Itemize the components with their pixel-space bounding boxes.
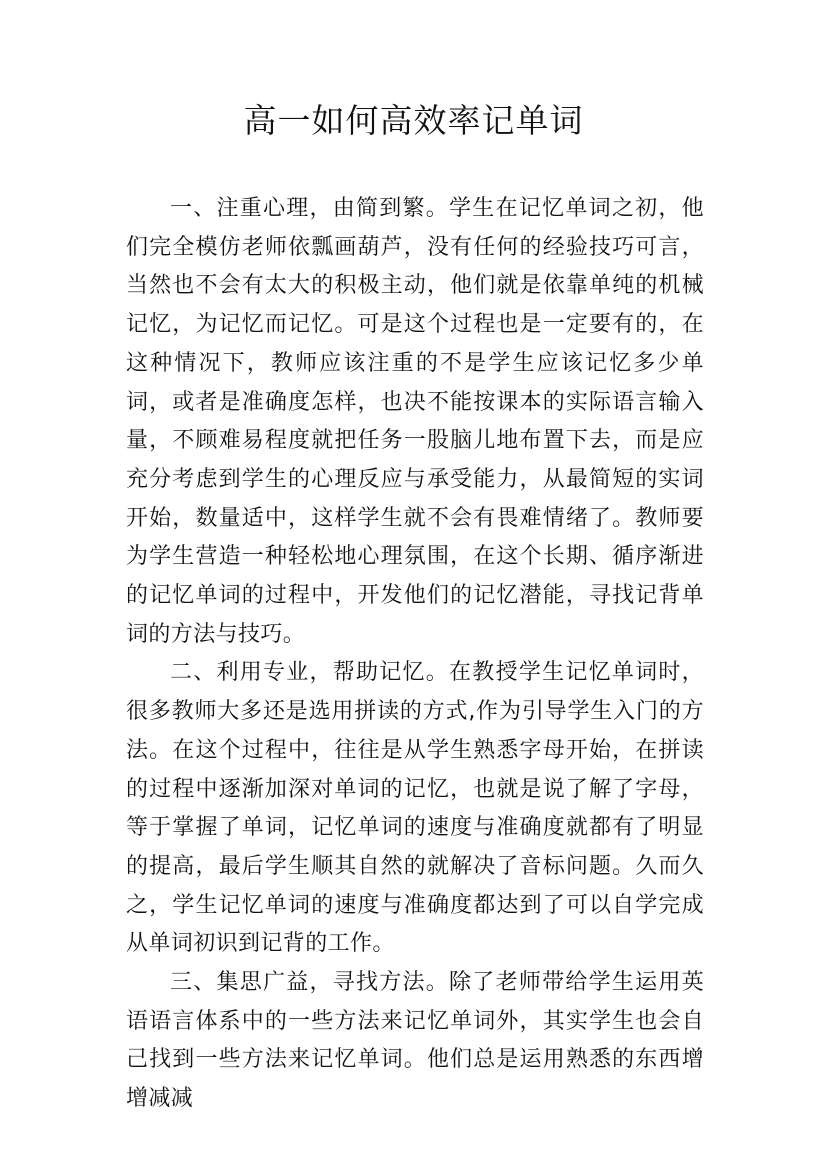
paragraph-3: 三、集思广益，寻找方法。除了老师带给学生运用英语语言体系中的一些方法来记忆单词外，其实学生也会自己找到一些方法来记忆单词。他们总是运用熟悉的东西增增减减 — [126, 970, 704, 1112]
paragraph-2: 二、利用专业，帮助记忆。在教授学生记忆单词时，很多教师大多还是选用拼读的方式,作为引导学生入门的方法。在这个过程中，往往是从学生熟悉字母开始，在拼读的过程中逐渐加深对单词的记忆，也就是说了解了字母，等于掌握了单词，记忆单词的速度与准确度就都有了明显的提高，最后学生顺其自然的就解决了音标问题。久而久之，学生记忆单词的速度与准确度都达到了可以自学完成从单词初识到记背的工作。 — [126, 660, 704, 957]
document-title: 高一如何高效率记单词 — [243, 101, 584, 140]
paragraph-1: 一、注重心理，由简到繁。学生在记忆单词之初，他们完全模仿老师依瓢画葫芦，没有任何的经验技巧可言，当然也不会有太大的积极主动，他们就是依靠单纯的机械记忆，为记忆而记忆。可是这个过程也是一定要有的，在这种情况下，教师应该注重的不是学生应该记忆多少单词，或者是准确度怎样，也决不能按课本的实际语言输入量，不顾难易程度就把任务一股脑儿地布置下去，而是应充分考虑到学生的心理反应与承受能力，从最简短的实词开始，数量适中，这样学生就不会有畏难情绪了。教师要为学生营造一种轻松地心理氛围，在这个长期、循序渐进的记忆单词的过程中，开发他们的记忆潜能，寻找记背单词的方法与技巧。 — [126, 196, 704, 647]
document-body — [126, 190, 704, 1119]
